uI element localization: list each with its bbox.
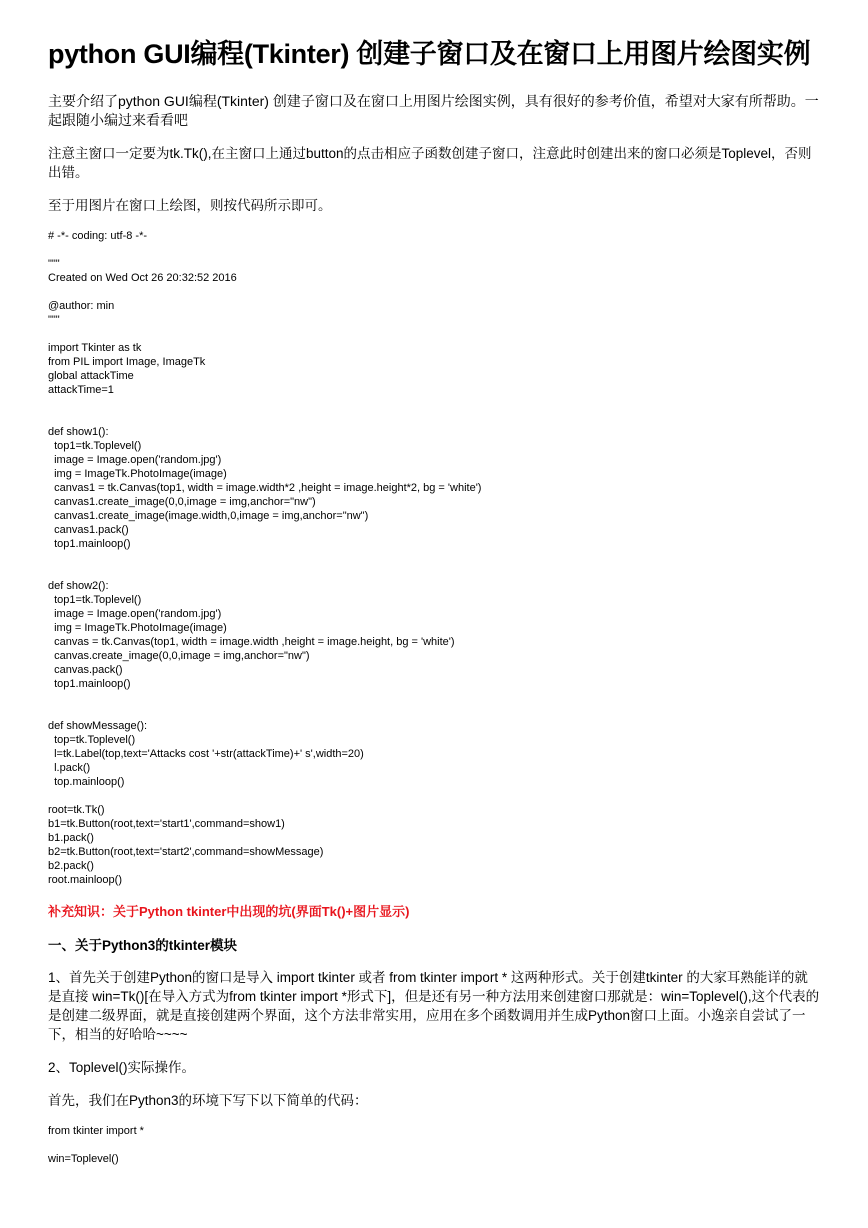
- section-paragraph-3: 首先，我们在Python3的环境下写下以下简单的代码：: [48, 1093, 368, 1108]
- code2-line-2: win=Toplevel(): [48, 1153, 119, 1165]
- supplement-heading: 补充知识：关于Python tkinter中出现的坑(界面Tk()+图片显示): [48, 904, 410, 919]
- code-coding-line: # -*- coding: utf-8 -*-: [48, 230, 148, 242]
- section-paragraph-1: 1、首先关于创建Python的窗口是导入 import tkinter 或者 from tkinter import * 这两种形式。关于创建tkinter 的大家耳熟能详的就是直接 win=Tk()[在导入方式为from tkinter import *形式下]，但是还有另一种方法用来创建窗口那就是：win=Toplevel(),这个代表的是创建二级界面，就是直接创建两个界面，这个方法非常实用，应用在多个函数调用并生成Python窗口上面。小逸亲自尝试了一下，相当的好哈哈~~~~: [48, 970, 820, 1042]
- code-showmessage: def showMessage(): top=tk.Toplevel() l=tk.Label(top,text='Attacks cost '+str(attackTime)+' s',width=20) l.pack() top.mainloop(): [48, 720, 364, 788]
- code2-line-1: from tkinter import *: [48, 1125, 144, 1137]
- note-paragraph-1: 注意主窗口一定要为tk.Tk(),在主窗口上通过button的点击相应子函数创建子窗口，注意此时创建出来的窗口必须是Toplevel，否则出错。: [48, 146, 812, 180]
- section-paragraph-2: 2、Toplevel()实际操作。: [48, 1060, 196, 1075]
- code-imports: import Tkinter as tk from PIL import Image, ImageTk global attackTime attackTime=1: [48, 342, 206, 396]
- code-show2: def show2(): top1=tk.Toplevel() image = Image.open('random.jpg') img = ImageTk.PhotoImage(image) canvas = tk.Canvas(top1, width = image.width ,height = image.height, bg = 'white') canvas.create_image(0,0,image = img,anchor="nw") canvas.pack() top1.mainloop(): [48, 580, 455, 690]
- code-show1: def show1(): top1=tk.Toplevel() image = Image.open('random.jpg') img = ImageTk.PhotoImage(image) canvas1 = tk.Canvas(top1, width = image.width*2 ,height = image.height*2, bg = 'white') canvas1.create_image(0,0,image = img,anchor="nw") canvas1.create_image(image.width,0,image = img,anchor="nw") canvas1.pack() top1.mainloop(): [48, 426, 482, 550]
- intro-paragraph: 主要介绍了python GUI编程(Tkinter) 创建子窗口及在窗口上用图片绘图实例，具有很好的参考价值，希望对大家有所帮助。一起跟随小编过来看看吧: [48, 93, 819, 128]
- code-docstring: """ Created on Wed Oct 26 20:32:52 2016 @author: min """: [48, 258, 237, 326]
- code-main: root=tk.Tk() b1=tk.Button(root,text='start1',command=show1) b1.pack() b2=tk.Button(root,text='start2',command=showMessage) b2.pack() root.mainloop(): [48, 804, 324, 886]
- page-title: python GUI编程(Tkinter) 创建子窗口及在窗口上用图片绘图实例: [48, 39, 811, 69]
- section-heading: 一、关于Python3的tkinter模块: [48, 938, 238, 953]
- note-paragraph-2: 至于用图片在窗口上绘图，则按代码所示即可。: [48, 198, 332, 213]
